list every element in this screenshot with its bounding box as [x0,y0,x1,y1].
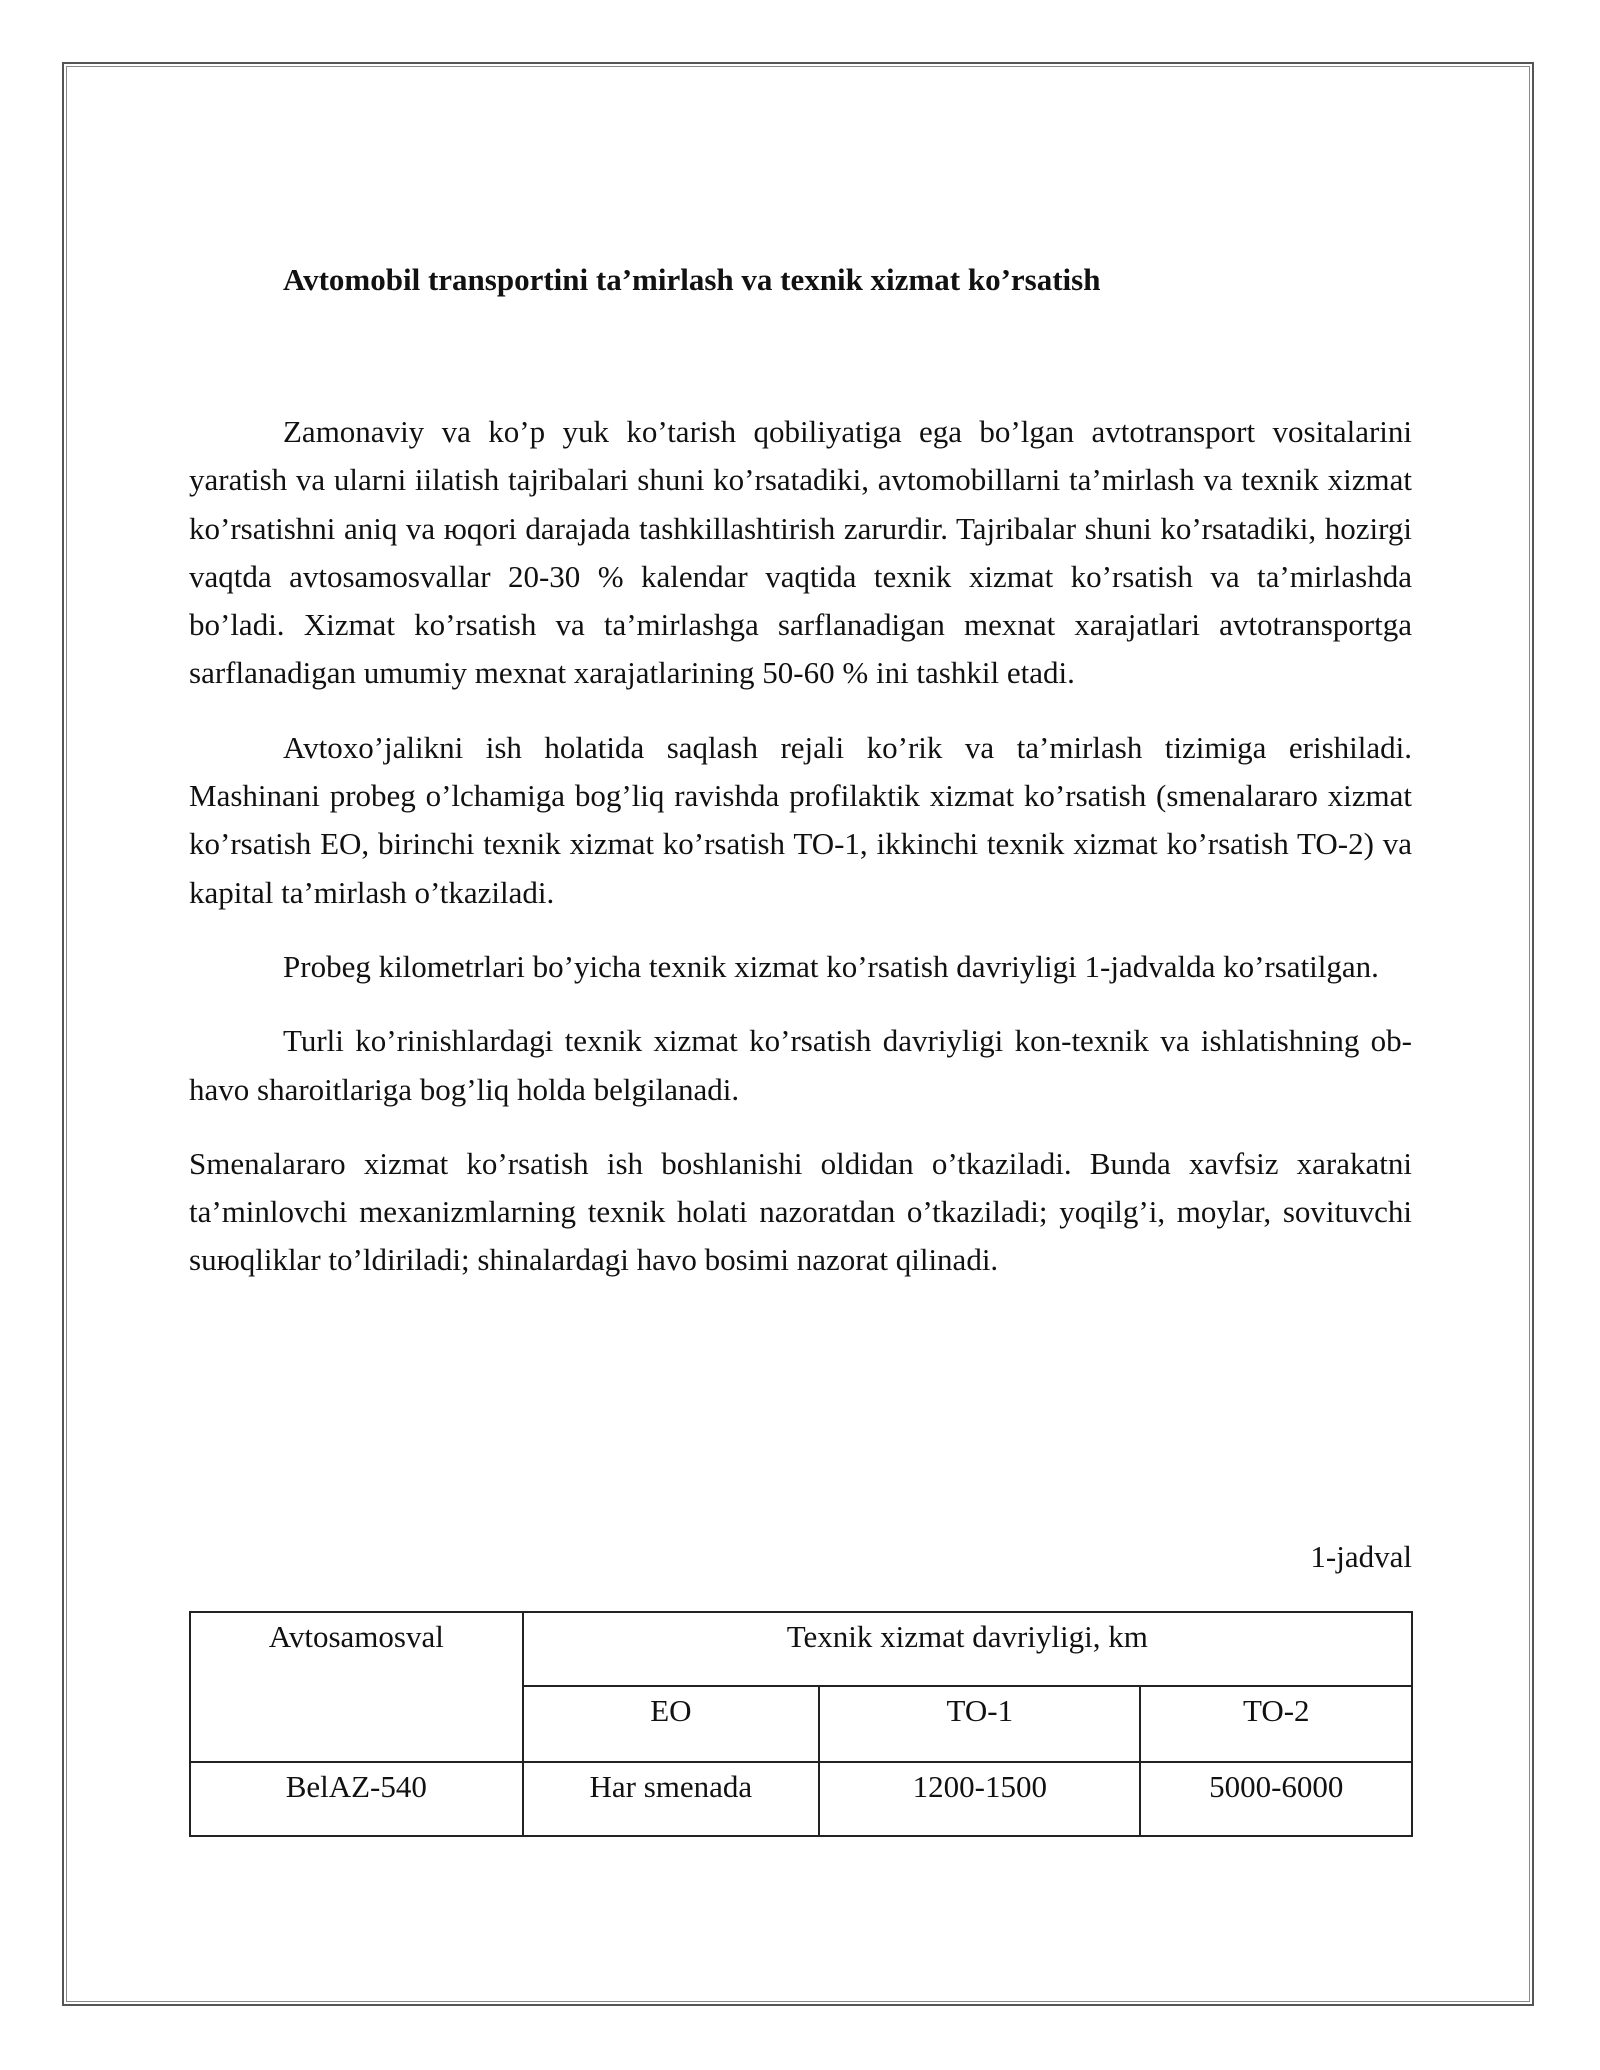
maintenance-interval-table [189,1611,1413,1837]
table-caption: 1-jadval [1310,1539,1412,1574]
paragraph-2: Avtoxo’jalikni ish holatida saqlash rejali ko’rik va ta’mirlash tizimiga erishiladi. Mashinani probeg o’lchamiga bog’liq ravishda profilaktik xizmat ko’rsatish (smenalararo xizmat ko’rsatish EO, birinchi texnik xizmat ko’rsatish TO-1, ikkinchi texnik xizmat ko’rsatish TO-2) va kapital ta’mirlash o’tkaziladi. [189,729,1412,910]
paragraph-5: Smenalararo xizmat ko’rsatish ish boshlanishi oldidan o’tkaziladi. Bunda xavfsiz xarakatni ta’minlovchi mexanizmlarning texnik holati nazoratdan o’tkaziladi; yoqilg’i, moylar, sovituvchi suюqliklar to’ldiriladi; shinalardagi havo bosimi nazorat qilinadi. [189,1145,1412,1278]
table-subheader-to1: TO-1 [819,1686,1140,1762]
table-header-row [190,1612,1412,1686]
paragraph-1: Zamonaviy va ko’p yuk ko’tarish qobiliyatiga ega bo’lgan avtotransport vositalarini yaratish va ularni iilatish tajribalari shuni ko’rsatadiki, avtomobillarni ta’mirlash va texnik xizmat ko’rsatishni aniq va юqori darajada tashkillashtirish zarurdir. Tajribalar shuni ko’rsatadiki, hozirgi vaqtda avtosamosvallar 20-30 % kalendar vaqtida texnik xizmat ko’rsatish va ta’mirlashda bo’ladi. Xizmat ko’rsatish va ta’mirlashga sarflanadigan mexnat xarajatlari avtotransportga sarflanadigan umumiy mexnat xarajatlarining 50-60 % ini tashkil etadi. [189,414,1412,691]
table-row [190,1762,1412,1836]
paragraph-3: Probeg kilometrlari bo’yicha texnik xizmat ko’rsatish davriyligi 1-jadvalda ko’rsatilgan. [283,948,1379,984]
body-text [189,408,1412,1311]
table-cell-to1: 1200-1500 [819,1762,1140,1836]
table-header-vehicle: Avtosamosval [190,1612,523,1762]
table-subheader-eo: EO [523,1686,820,1762]
paragraph-4: Turli ko’rinishlardagi texnik xizmat ko’rsatish davriyligi kon-texnik va ishlatishning ob-havo sharoitlariga bog’liq holda belgilanadi. [189,1023,1412,1107]
table-cell-to2: 5000-6000 [1140,1762,1412,1836]
table-header-group: Texnik xizmat davriyligi, km [523,1612,1412,1686]
table-cell-eo: Har smenada [523,1762,820,1836]
document-title: Avtomobil transportini ta’mirlash va texnik xizmat ko’rsatish [283,262,1101,297]
table-subheader-to2: TO-2 [1140,1686,1412,1762]
table-cell-vehicle: BelAZ-540 [190,1762,523,1836]
